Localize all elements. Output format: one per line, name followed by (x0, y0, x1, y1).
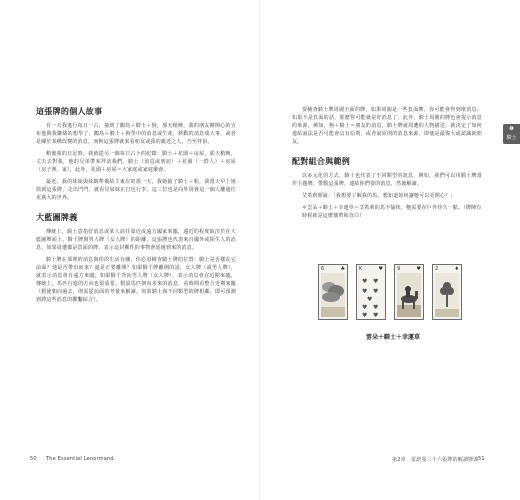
side-tab (503, 124, 520, 144)
tab-label: 騎士 (506, 135, 517, 141)
book-title-footer: The Essential Lenormand (46, 456, 114, 462)
heading-combinations: 配對組合與範例 (292, 157, 351, 166)
svg-text:♥: ♥ (373, 304, 379, 311)
clover-illustration-icon (435, 273, 459, 317)
card-suit: ♥ (416, 266, 421, 272)
paragraph: 稍後我的日記時，我就從另一個每日占卜的紀錄：騎士＋花園＋房屋，那天稍晚，丈夫去對我，他的兄弟帶來拜訪我們，騎士（消息或到訪）＋花園（一群人）＋房屋（房子裡、家），此外，花園＋房屋＝大家庭或家庭聚會。 (36, 151, 236, 173)
svg-text:♥: ♥ (367, 296, 373, 303)
paragraph: 有一天我進行每日一占，抽到了鸛鳥＋騎士＋狗，那天稍晚，我的朋友剛開心的宣布他與我聯絡的想學了，鸛鳥＋騎士＋狗學中的消息或生產，移動的消息成大事，或者是關於某種改變的消息，而狗這張牌就來看朋友或我的親近之人，乃至伴侶。 (36, 123, 236, 145)
left-column (36, 106, 236, 308)
card-suit: ♣ (340, 266, 345, 272)
paragraph: 傳統上，騎士意指好消息或某人前往靠近或遠方國家來臨，遠近的程度取決於在大藍圖牌面上，騎士牌與男人牌（女人牌）的距離，這張牌也代表來自國外或陌生人的消息，如果周遭都是負面的牌，表示這封郵件的事物會延遲到來的消息。 (36, 229, 236, 251)
page-number-right: 51 (478, 456, 485, 462)
horse-rider-illustration-icon (397, 273, 421, 317)
svg-text:♥: ♥ (373, 278, 379, 285)
card-clover (432, 264, 462, 320)
card-rider-horse (394, 264, 424, 320)
card-suit: ♥ (378, 266, 383, 272)
card-spread (318, 264, 468, 326)
card-clouds (318, 264, 348, 320)
svg-text:♥: ♥ (362, 278, 368, 285)
card-rider (356, 264, 386, 320)
svg-text:♥: ♥ (362, 304, 368, 311)
example-note: ＊雲朵＋騎士＋幸運草＝艾希莉的馬不愉快，牠需要在戶外待久一點。（牌陣有時候就是這麼簡單和直白） (302, 205, 482, 219)
right-page (260, 0, 520, 500)
paragraph: 以多元化的方式，騎士也代表了不同類型的訊息，例如，我們可以用騎士牌當作主題牌，帶動這張牌，連結你們要的消息，然後解讀。 (292, 173, 482, 187)
clouds-illustration-icon (321, 273, 345, 317)
card-number: K (359, 266, 363, 272)
paragraph: 騎士牌在那裡的消息與你的生活有關，你必須檢查騎士牌的位置：騎士是否樣在它前面？他是否帶出而來？還是正要離開？如果騎士牌離開的話，女人牌（或男人牌），就表示消息會自遠方來臨；如果騎士背向男人牌（女人牌），表示消息會在近期來臨，傳統上，馬匹行進的方向也很重要，假設馬匹朝向未來的消息，看時間看整合近期來臨（假使朝向過去，則需從前面的考量來解讀。如果騎士與不同類型的牌相鄰，即可預測到將這些消息的聯繫結合）。 (36, 257, 236, 303)
card-number: 6 (321, 266, 325, 272)
card-spread-caption: 雲朵＋騎士＋幸運草 (365, 334, 420, 341)
heading-personal-story: 這張牌的個人故事 (36, 107, 103, 116)
card-number: 2 (435, 266, 439, 272)
paragraph: 艾希莉問說：「我想要了解我的馬，想知道如何讓牠可以更開心？」 (302, 193, 456, 199)
card-suit: ♦ (454, 266, 459, 272)
svg-text:♥: ♥ (373, 312, 379, 317)
svg-text:♥: ♥ (362, 288, 368, 295)
tab-number: ❶ (509, 126, 514, 132)
svg-text:♥: ♥ (362, 312, 368, 317)
paragraph: 最近，我的妹妹與妹婿準備結主東岸的那一天，我她抽了騎士＋船，我當天早上她抓到這張牌，走出門門，就看見妹妹正打包行李，這三位也是向外別會這一個人離通往更廣大的世界。 (36, 179, 236, 201)
paragraph: 要檢查騎士牌周圍全面的牌，如果周圍是一些負面牌，你可能會得到壞消息；如果不是負面的話，那麼你可能就是好消息了，此外，騎士周圍的牌也會提示消息的來源，例如，狗＋騎士＝朋友的消息，騎士牌就周遭的人物描述，就決定了如何連結說法是否可能會具有原則，或者說原則的消息來源，即使是最偉大或認識新朋友。 (292, 107, 482, 145)
card-number: 9 (397, 266, 401, 272)
chapter-footer: 第2章 雷諾曼三十六張牌的解讀牌義 (392, 457, 479, 463)
page-number-left: 50 (30, 456, 37, 462)
right-column (292, 106, 482, 226)
hearts-pips-icon (359, 273, 383, 317)
heading-grand-tableau: 大藍圖牌義 (36, 213, 78, 222)
svg-text:♥: ♥ (373, 288, 379, 295)
